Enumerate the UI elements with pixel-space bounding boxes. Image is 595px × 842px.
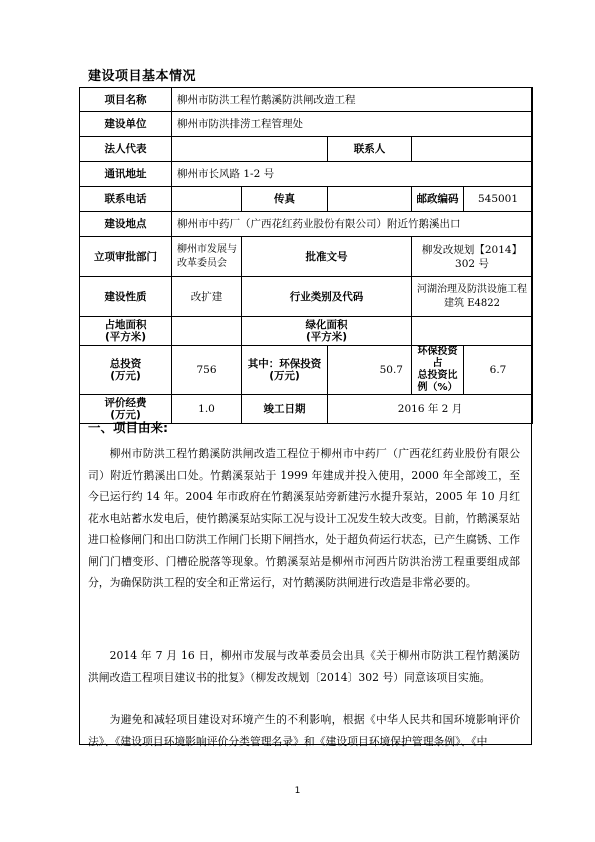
- approval-dept-value: 柳州市发展与改革委员会: [172, 237, 242, 277]
- address-label: 通讯地址: [80, 162, 172, 187]
- env-label-line2: (万元): [269, 370, 300, 382]
- env-ratio-label: [412, 346, 464, 395]
- row-approval: [80, 237, 533, 277]
- builder-label: 建设单位: [80, 112, 172, 137]
- completion-label: 竣工日期: [242, 395, 328, 424]
- project-name-value: 柳州市防洪工程竹鹅溪防洪闸改造工程: [172, 88, 533, 112]
- nature-value: 改扩建: [172, 277, 242, 317]
- green-area-value: [412, 317, 533, 346]
- legal-rep-label: 法人代表: [80, 137, 172, 162]
- category-value: 河湖治理及防洪设施工程建筑 E4822: [412, 277, 533, 317]
- area-label-line1: 占地面积: [104, 319, 147, 331]
- area-value: [172, 317, 242, 346]
- phone-value: [172, 187, 242, 212]
- phone-label: 联系电话: [80, 187, 172, 212]
- row-address: [80, 162, 533, 187]
- project-info-table: [79, 87, 533, 424]
- postcode-label: 邮政编码: [412, 187, 464, 212]
- page-number: 1: [294, 786, 301, 796]
- green-area-label: [242, 317, 412, 346]
- builder-value: 柳州市防洪排涝工程管理处: [172, 112, 533, 137]
- paragraph-1: 柳州市防洪工程竹鹅溪防洪闸改造工程位于柳州市中药厂（广西花红药业股份有限公司）附近竹鹅溪出口处。竹鹅溪泵站于 1999 年建成并投入使用，2000 年全部竣工，至今已运行约 14 年。2004 年市政府在竹鹅溪泵站旁新建污水提升泵站，2005 年 10 月红花水电站蓄水发电后，使竹鹅溪泵站实际工况与设计工况发生较大改变。目前，竹鹅溪泵站进口检修闸门和出口防洪工作闸门长期下闸挡水，处于超负荷运行状态，已产生腐锈、工作闸门门槽变形、门槽砼脱落等现象。竹鹅溪泵站是柳州市河西片防洪治涝工程重要组成部分，为确保防洪工程的安全和正常运行，对竹鹅溪防洪闸进行改造是非常必要的。: [88, 447, 520, 589]
- assessment-value: 1.0: [172, 395, 242, 424]
- row-builder: [80, 112, 533, 137]
- project-name-label: 项目名称: [80, 88, 172, 112]
- approval-doc-label: 批准文号: [242, 237, 412, 277]
- legal-rep-value: [172, 137, 328, 162]
- ratio-label-line1: 环保投资占: [417, 346, 458, 369]
- fax-label: 传真: [242, 187, 328, 212]
- contact-value: [412, 137, 533, 162]
- area-label: [80, 317, 172, 346]
- investment-label-line1: 总投资: [109, 358, 142, 370]
- row-site: [80, 212, 533, 237]
- page-title: 建设项目基本情况: [88, 69, 197, 84]
- nature-label: 建设性质: [80, 277, 172, 317]
- green-label-line2: (平方米): [305, 331, 348, 343]
- investment-label-line2: (万元): [110, 370, 141, 382]
- category-label: 行业类别及代码: [242, 277, 412, 317]
- row-project-name: [80, 88, 533, 112]
- env-investment-value: 50.7: [328, 346, 412, 395]
- address-value: 柳州市长风路 1-2 号: [172, 162, 533, 187]
- approval-dept-label: 立项审批部门: [80, 237, 172, 277]
- paragraph-2: 2014 年 7 月 16 日，柳州市发展与改革委员会出具《关于柳州市防洪工程竹鹅溪防洪闸改造工程项目建议书的批复》（柳发改规划〔2014〕302 号）同意该项目实施。: [88, 649, 520, 684]
- assessment-label-line2: (万元): [110, 409, 141, 421]
- approval-doc-value: 柳发改规划【2014】302 号: [412, 237, 533, 277]
- postcode-value: 545001: [464, 187, 533, 212]
- row-legal-rep: [80, 137, 533, 162]
- row-investment: [80, 346, 533, 395]
- completion-value: 2016 年 2 月: [328, 395, 533, 424]
- section-title: 一、项目由来:: [88, 420, 168, 435]
- ratio-label-line2: 总投资比例（%）: [417, 370, 458, 393]
- area-label-line2: (平方米): [104, 331, 147, 343]
- env-label-line1: 其中：环保投资: [247, 358, 322, 370]
- investment-label: [80, 346, 172, 395]
- green-label-line1: 绿化面积: [305, 319, 348, 331]
- env-investment-label: [242, 346, 328, 395]
- assessment-label-line1: 评价经费: [104, 397, 147, 409]
- env-ratio-value: 6.7: [464, 346, 533, 395]
- fax-value: [328, 187, 412, 212]
- paragraph-3: 为避免和减轻项目建设对环境产生的不利影响，根据《中华人民共和国环境影响评价法》、《建设项目环境影响评价分类管理名录》和《建设项目环境保护管理条例》、《中: [88, 713, 520, 748]
- row-phone: [80, 187, 533, 212]
- site-value: 柳州市中药厂（广西花红药业股份有限公司）附近竹鹅溪出口: [172, 212, 533, 237]
- row-area: [80, 317, 533, 346]
- row-nature: [80, 277, 533, 317]
- site-label: 建设地点: [80, 212, 172, 237]
- contact-label: 联系人: [328, 137, 412, 162]
- investment-value: 756: [172, 346, 242, 395]
